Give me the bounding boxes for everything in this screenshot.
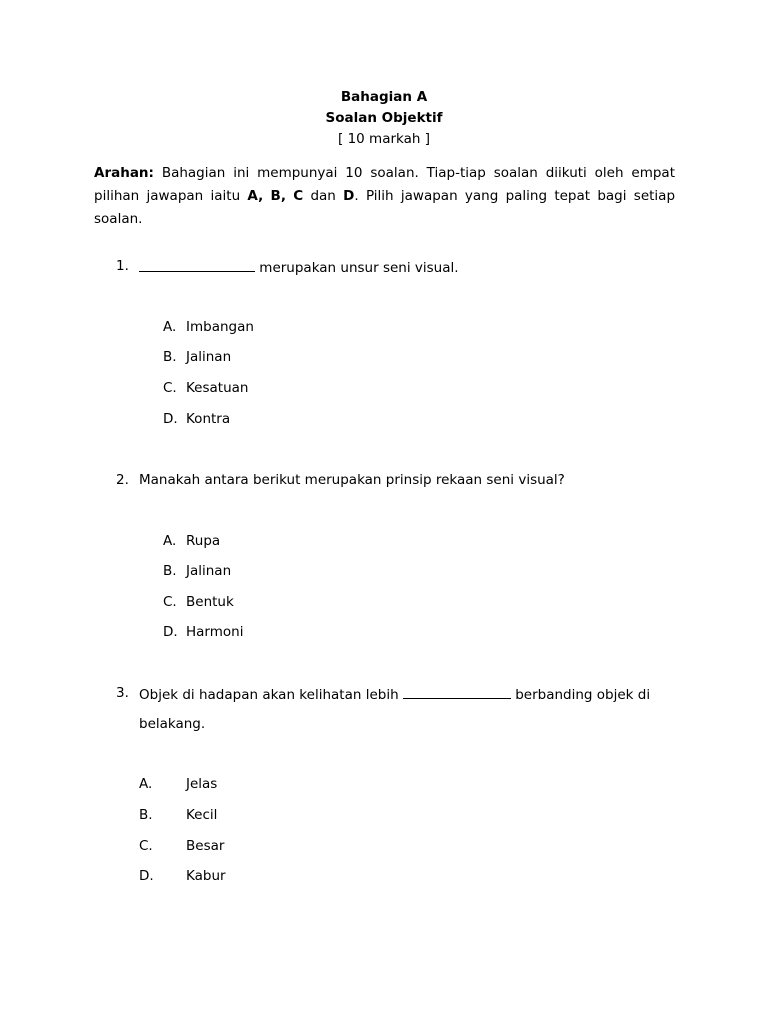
option-letter: C. <box>139 838 153 854</box>
option-letter: B. <box>163 349 177 365</box>
option-d-ref: D <box>343 188 355 204</box>
option-text: Kecil <box>186 807 218 823</box>
answer-blank <box>403 685 511 699</box>
option-c-ref: C <box>293 188 304 204</box>
question-text-before-blank: Objek di hadapan akan kelihatan lebih <box>139 687 399 703</box>
option-text: Rupa <box>186 533 221 549</box>
question-number: 1. <box>116 258 129 274</box>
option-text: Jalinan <box>186 563 232 579</box>
question-number: 3. <box>116 685 129 701</box>
option-letter: D. <box>163 411 178 427</box>
option-letter: A. <box>163 533 177 549</box>
option-text: Jelas <box>186 776 218 792</box>
option-text: Kontra <box>186 411 231 427</box>
answer-blank <box>139 258 255 272</box>
option-text: Imbangan <box>186 319 254 335</box>
question-text-after-blank: merupakan unsur seni visual. <box>259 260 459 276</box>
question-number: 2. <box>116 472 129 488</box>
instructions-text-1: Bahagian ini mempunyai 10 soalan. Tiap-tiap soalan diikuti oleh empat pilihan jawapan iaitu <box>94 165 675 204</box>
option-letter: C. <box>163 380 177 396</box>
option-letter: D. <box>139 868 154 884</box>
instructions-label: Arahan: <box>94 165 154 181</box>
marks-label: [ 10 markah ] <box>338 131 430 147</box>
question-text <box>139 258 459 276</box>
option-text: Kesatuan <box>186 380 249 396</box>
question-text <box>139 685 650 703</box>
option-letter: B. <box>139 807 153 823</box>
section-title: Bahagian A <box>340 89 428 105</box>
option-b-ref: B, <box>270 188 286 204</box>
question-text-after-blank: berbanding objek di <box>515 687 651 703</box>
instructions-paragraph <box>94 162 675 231</box>
question-text-line-2: belakang. <box>139 716 206 732</box>
option-text: Bentuk <box>186 594 234 610</box>
section-subtitle: Soalan Objektif <box>325 110 443 126</box>
instructions-text-2: dan <box>303 188 344 204</box>
option-text: Jalinan <box>186 349 232 365</box>
option-a-ref: A, <box>247 188 264 204</box>
option-letter: A. <box>163 319 177 335</box>
option-text: Besar <box>186 838 225 854</box>
option-text: Kabur <box>186 868 226 884</box>
option-letter: D. <box>163 624 178 640</box>
instructions-text-3: . Pilih jawapan yang paling tepat bagi setiap soalan. <box>94 188 676 227</box>
option-letter: C. <box>163 594 177 610</box>
option-letter: A. <box>139 776 153 792</box>
question-text: Manakah antara berikut merupakan prinsip rekaan seni visual? <box>139 472 565 488</box>
option-text: Harmoni <box>186 624 244 640</box>
option-letter: B. <box>163 563 177 579</box>
